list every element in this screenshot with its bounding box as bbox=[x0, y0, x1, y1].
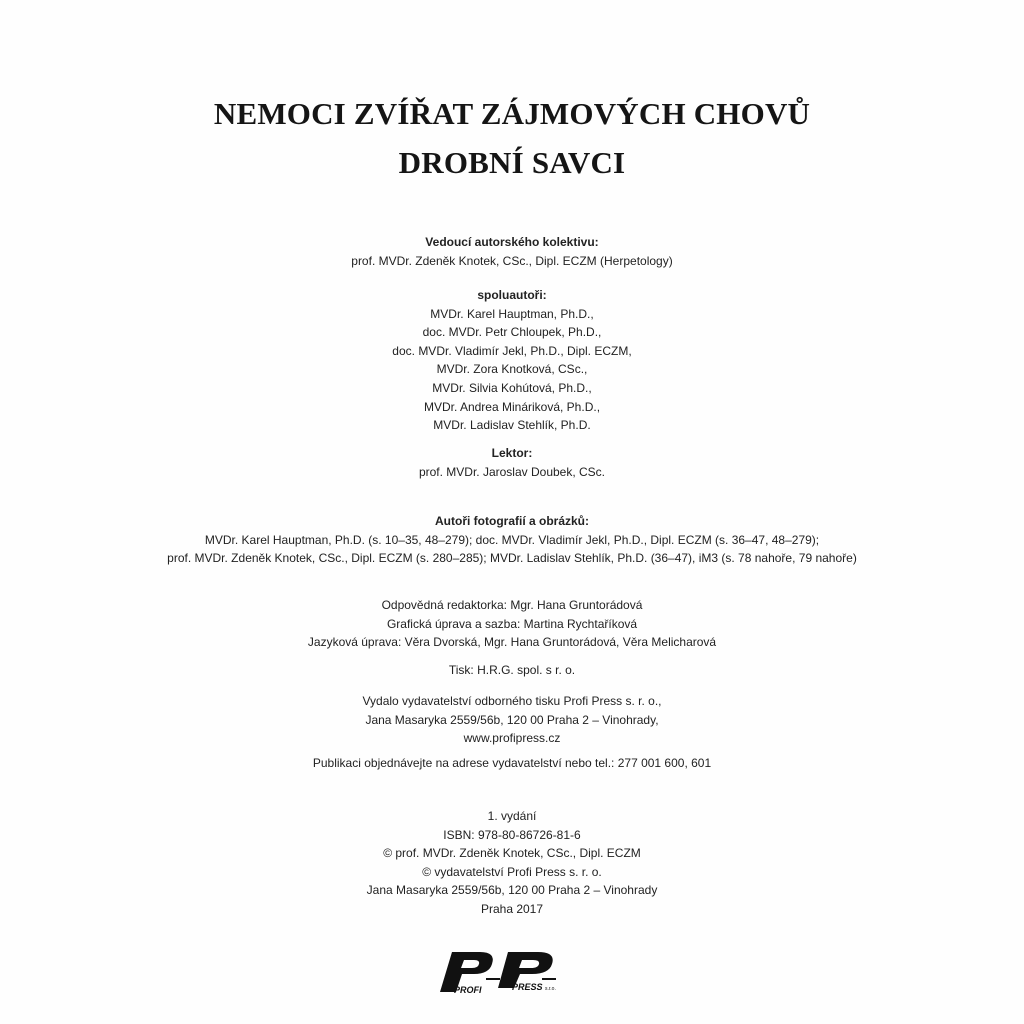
book-title-line-2: DROBNÍ SAVCI bbox=[398, 145, 626, 180]
logo-text-profi: PROFI bbox=[454, 985, 482, 995]
coauthors-section bbox=[0, 286, 1024, 435]
copyright-author-line: © prof. MVDr. Zdeněk Knotek, CSc., Dipl. ECZM bbox=[383, 846, 641, 861]
coauthors-heading: spoluautoři: bbox=[477, 288, 547, 302]
logo-text-sro: s.r.o. bbox=[545, 986, 556, 992]
imprint-section bbox=[0, 807, 1024, 919]
reviewer-section bbox=[0, 444, 1024, 481]
reviewer-name: prof. MVDr. Jaroslav Doubek, CSc. bbox=[418, 464, 606, 479]
publisher-website: www.profipress.cz bbox=[463, 731, 561, 746]
publisher-address: Jana Masaryka 2559/56b, 120 00 Praha 2 – Vinohrady, bbox=[365, 712, 659, 727]
reviewer-heading: Lektor: bbox=[491, 446, 533, 460]
lead-author-heading: Vedoucí autorského kolektivu: bbox=[425, 235, 599, 249]
lead-author-name: prof. MVDr. Zdeněk Knotek, CSc., Dipl. ECZM (Herpetology) bbox=[351, 253, 673, 268]
book-title-line-1: NEMOCI ZVÍŘAT ZÁJMOVÝCH CHOVŮ bbox=[213, 96, 811, 131]
coauthor-name: MVDr. Zora Knotková, CSc., bbox=[436, 362, 588, 377]
lead-author-section bbox=[0, 233, 1024, 270]
coauthor-name: MVDr. Andrea Mináriková, Ph.D., bbox=[423, 399, 601, 414]
coauthor-name: doc. MVDr. Petr Chloupek, Ph.D., bbox=[422, 325, 602, 340]
orders-section bbox=[0, 754, 1024, 773]
coauthor-name: MVDr. Ladislav Stehlík, Ph.D. bbox=[433, 418, 591, 433]
logo-speed-line bbox=[542, 978, 556, 980]
coauthor-name: doc. MVDr. Vladimír Jekl, Ph.D., Dipl. ECZM, bbox=[392, 343, 632, 358]
copyright-publisher-line: © vydavatelství Profi Press s. r. o. bbox=[422, 864, 602, 879]
logo-speed-line bbox=[486, 978, 500, 980]
edition-line: 1. vydání bbox=[487, 809, 537, 823]
coauthor-name: MVDr. Silvia Kohútová, Ph.D., bbox=[432, 380, 592, 395]
proofreading-line: Jazyková úprava: Věra Dvorská, Mgr. Hana Gruntorádová, Věra Melicharová bbox=[307, 635, 717, 650]
imprint-address-line: Jana Masaryka 2559/56b, 120 00 Praha 2 – Vinohrady bbox=[366, 883, 658, 898]
isbn-line: ISBN: 978-80-86726-81-6 bbox=[443, 827, 581, 842]
coauthor-name: MVDr. Karel Hauptman, Ph.D., bbox=[430, 306, 594, 321]
photo-authors-section bbox=[0, 512, 1024, 568]
photo-authors-heading: Autoři fotografií a obrázků: bbox=[435, 514, 589, 528]
publisher-section bbox=[0, 692, 1024, 748]
typesetting-line: Grafická úprava a sazba: Martina Rychtaříková bbox=[386, 616, 638, 631]
orders-line: Publikaci objednávejte na adrese vydavatelství nebo tel.: 277 001 600, 601 bbox=[312, 756, 712, 770]
photo-authors-line: MVDr. Karel Hauptman, Ph.D. (s. 10–35, 48–279); doc. MVDr. Vladimír Jekl, Ph.D., Dipl. ECZM (s. 36–47, 48–279); bbox=[204, 532, 820, 547]
imprint-place-year: Praha 2017 bbox=[480, 901, 544, 916]
printer-line: Tisk: H.R.G. spol. s r. o. bbox=[448, 663, 576, 677]
print-section bbox=[0, 661, 1024, 680]
editorial-section bbox=[0, 596, 1024, 652]
logo-text-press: PRESS bbox=[512, 982, 543, 992]
editor-line: Odpovědná redaktorka: Mgr. Hana Gruntorádová bbox=[381, 598, 643, 612]
photo-authors-line: prof. MVDr. Zdeněk Knotek, CSc., Dipl. ECZM (s. 280–285); MVDr. Ladislav Stehlík, Ph.D. (36–47), iM3 (s. 78 nahoře, 79 nahoře) bbox=[167, 551, 857, 566]
profi-press-logo bbox=[434, 948, 564, 996]
publisher-line: Vydalo vydavatelství odborného tisku Profi Press s. r. o., bbox=[362, 694, 662, 708]
